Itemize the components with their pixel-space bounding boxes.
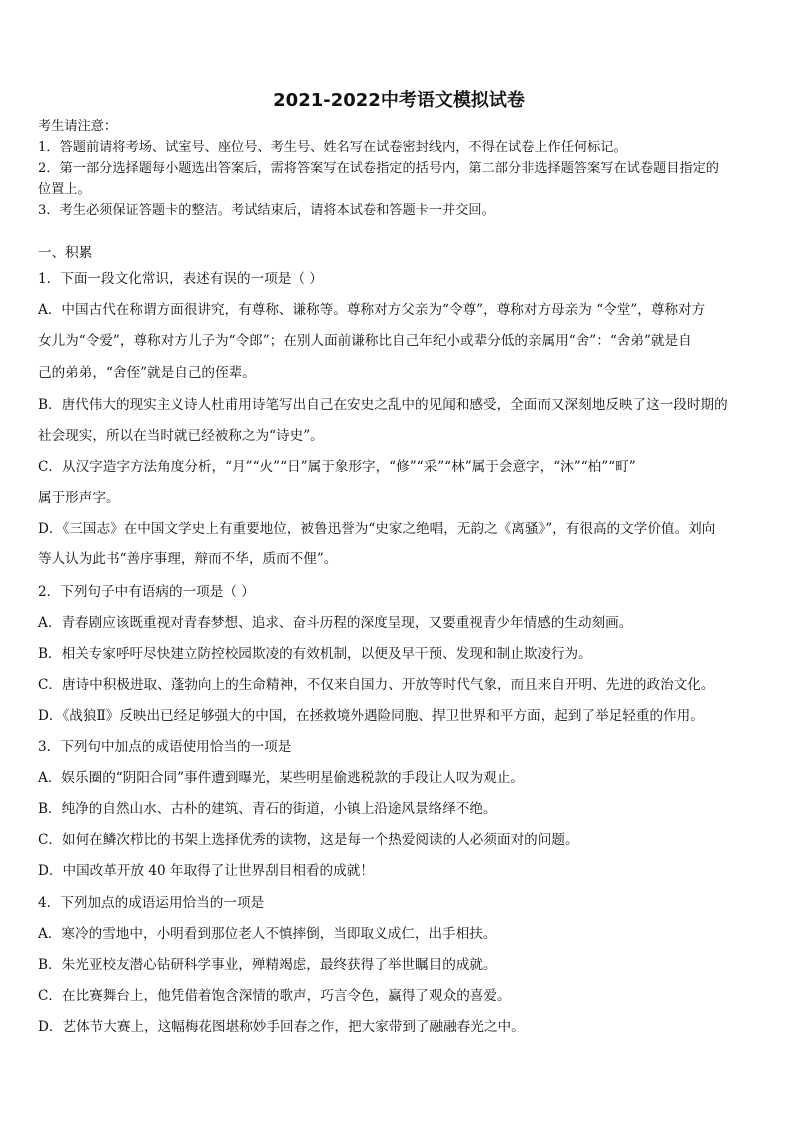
notice-line: 2．第一部分选择题每小题选出答案后，需将答案写在试卷指定的括号内，第二部分非选择题答案写在试卷题目指定的	[38, 161, 719, 176]
option-line: 属于形声字。	[38, 490, 120, 506]
option-line: D．《战狼Ⅱ》反映出已经足够强大的中国，在拯救境外遇险同胞、捍卫世界和平方面，起到了举足轻重的作用。	[38, 708, 704, 724]
option-line: 女儿为“令爱”，尊称对方儿子为“令郎”；在别人面前谦称比自己年纪小或辈分低的亲属用“舍”：“舍弟”就是自	[38, 333, 692, 349]
section-heading: 一、积累	[38, 245, 93, 261]
option-line: C．如何在鳞次栉比的书架上选择优秀的读物，这是每一个热爱阅读的人必须面对的问题。	[38, 832, 579, 848]
option-line: 等人认为此书“善序事理，辩而不华，质而不俚”。	[38, 551, 338, 567]
option-line: C．从汉字造字方法角度分析，“月”“火”“日”属于象形字，“修”“采”“林”属于会意字，“沐”“柏”“町”	[38, 459, 636, 475]
question-stem: 3．下列句中加点的成语使用恰当的一项是	[38, 739, 292, 755]
option-line: D．艺体节大赛上，这幅梅花图堪称妙手回春之作，把大家带到了融融春光之中。	[38, 1019, 525, 1035]
option-line: D．《三国志》在中国文学史上有重要地位，被鲁迅誉为“史家之绝唱，无韵之《离骚》”，有很高的文学价值。刘向	[38, 521, 716, 537]
option-line: A．寒冷的雪地中，小明看到那位老人不慎摔倒，当即取义成仁，出手相扶。	[38, 926, 497, 942]
notice-heading: 考生请注意：	[38, 119, 118, 134]
option-line: A．娱乐圈的“阴阳合同”事件遭到曝光，某些明星偷逃税款的手段让人叹为观止。	[38, 770, 524, 786]
option-line: B．相关专家呼吁尽快建立防控校园欺凌的有效机制，以便及早干预、发现和制止欺凌行为。	[38, 646, 592, 662]
option-line: A．中国古代在称谓方面很讲究，有尊称、谦称等。尊称对方父亲为“令尊”，尊称对方母亲为 “令堂”，尊称对方	[38, 302, 706, 318]
option-line: B．纯净的自然山水、古朴的建筑、青石的街道，小镇上沿途风景络绎不绝。	[38, 801, 497, 817]
question-stem: 1．下面一段文化常识，表述有误的一项是（ ）	[38, 271, 323, 287]
notice-line: 1．答题前请将考场、试室号、座位号、考生号、姓名写在试卷密封线内，不得在试卷上作任何标记。	[38, 140, 627, 155]
option-line: C．唐诗中积极进取、蓬勃向上的生命精神，不仅来自国力、开放等时代气象，而且来自开明、先进的政治文化。	[38, 677, 715, 693]
option-line: D．中国改革开放 40 年取得了让世界刮目相看的成就！	[38, 863, 374, 879]
page-title: 2021-2022中考语文模拟试卷	[273, 90, 525, 111]
option-line: C．在比赛舞台上，他凭借着饱含深情的歌声，巧言令色，赢得了观众的喜爱。	[38, 988, 511, 1004]
option-line: B．唐代伟大的现实主义诗人杜甫用诗笔写出自己在安史之乱中的见闻和感受，全面而又深刻地反映了这一段时期的	[38, 397, 728, 413]
notice-line: 3．考生必须保证答题卡的整洁。考试结束后，请将本试卷和答题卡一并交回。	[38, 203, 495, 218]
question-stem: 2．下列句子中有语病的一项是（ ）	[38, 584, 255, 600]
notice-line: 位置上。	[38, 182, 91, 197]
question-stem: 4．下列加点的成语运用恰当的一项是	[38, 895, 265, 911]
option-line: B．朱光亚校友潜心钻研科学事业，殚精竭虑，最终获得了举世瞩目的成就。	[38, 957, 497, 973]
option-line: 己的弟弟，“舍侄”就是自己的侄辈。	[38, 365, 256, 381]
option-line: 社会现实，所以在当时就已经被称之为“诗史”。	[38, 428, 324, 444]
option-line: A．青春剧应该既重视对青春梦想、追求、奋斗历程的深度呈现，又要重视青少年情感的生动刻画。	[38, 615, 633, 631]
